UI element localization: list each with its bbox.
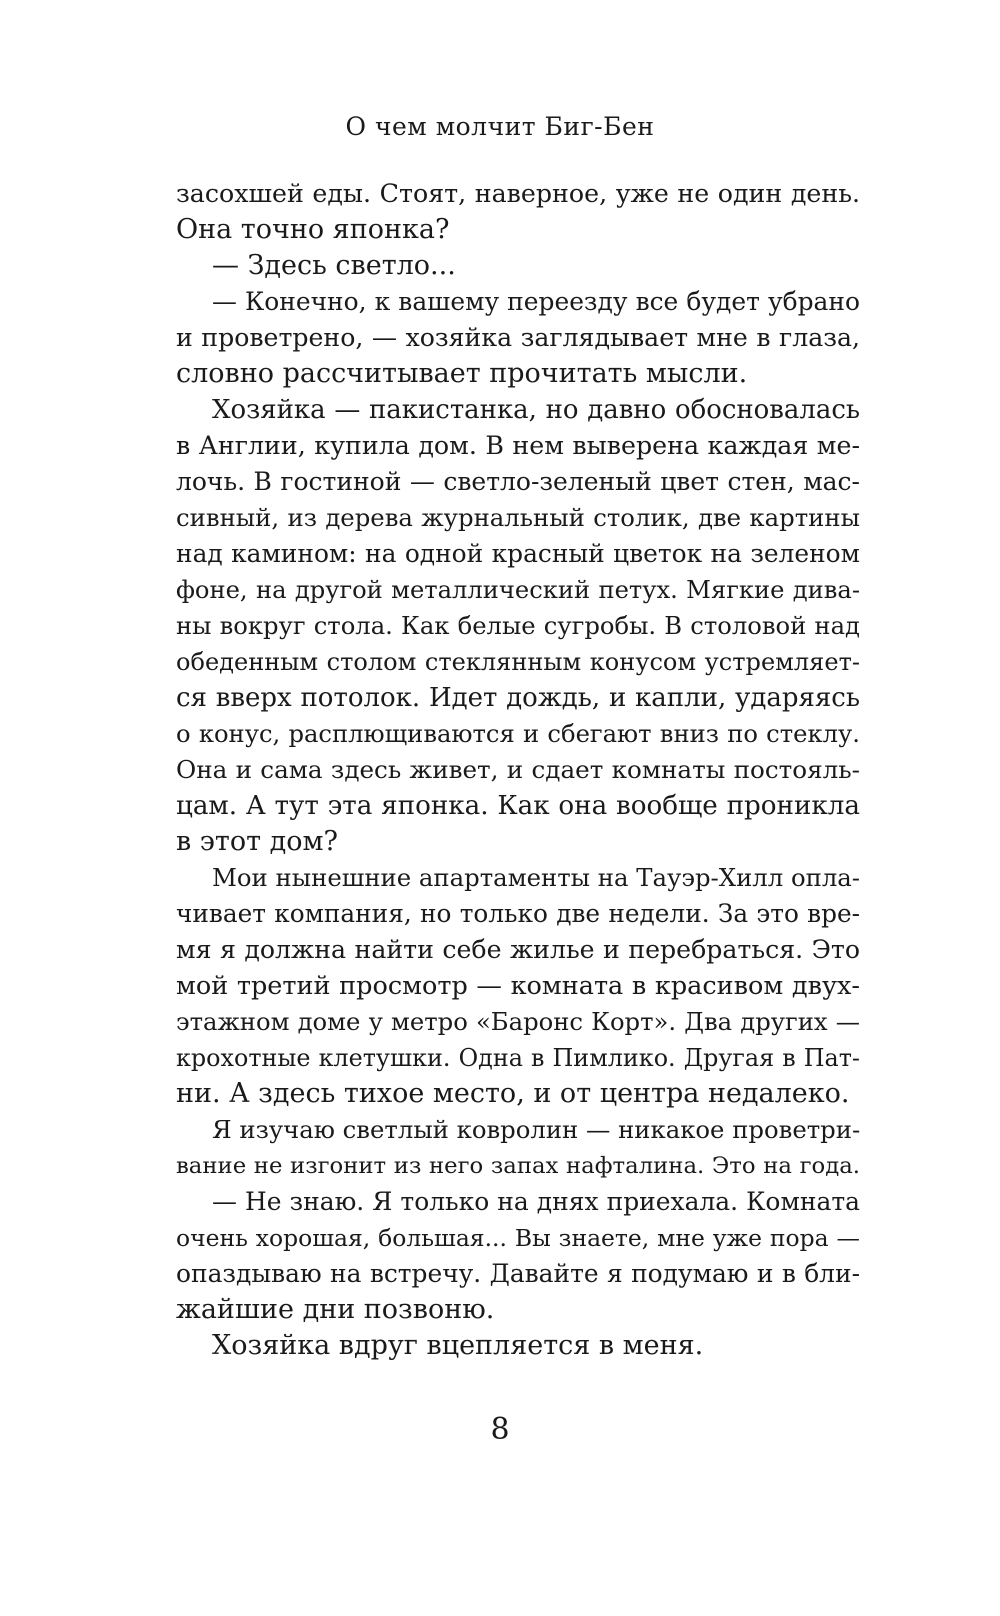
text-line: обеденным столом стеклянным конусом устремляет- xyxy=(176,648,860,676)
text-line: жайшие дни позвоню. xyxy=(176,1294,495,1325)
text-line: этажном доме у метро «Баронс Корт». Два других — xyxy=(176,1007,860,1036)
text-line: вание не изгонит из него запах нафталина. Это на года. xyxy=(176,1153,860,1179)
text-line: Она и сама здесь живет, и сдает комнаты постояль- xyxy=(176,755,860,784)
text-line: — Конечно, к вашему переезду все будет убрано xyxy=(212,287,860,316)
text-line: лочь. В гостиной — светло-зеленый цвет стен, мас- xyxy=(176,467,860,496)
text-line: мой третий просмотр — комната в красивом двух- xyxy=(176,971,860,1001)
text-line: очень хорошая, большая... Вы знаете, мне уже пора — xyxy=(176,1224,860,1252)
text-line: засохшей еды. Стоят, наверное, уже не один день. xyxy=(176,179,860,208)
text-line: опаздываю на встречу. Давайте я подумаю и в бли- xyxy=(176,1259,860,1288)
text-line: Она точно японка? xyxy=(176,214,450,245)
text-line: в этот дом? xyxy=(176,826,338,857)
text-line: словно рассчитывает прочитать мысли. xyxy=(176,358,748,389)
running-head: О чем молчит Биг-Бен xyxy=(345,112,655,141)
text-line: мя я должна найти себе жилье и перебраться. Это xyxy=(176,935,860,964)
text-line: ны вокруг стола. Как белые сугробы. В столовой над xyxy=(176,611,860,640)
text-line: цам. А тут эта японка. Как она вообще проникла xyxy=(176,791,860,821)
paragraph xyxy=(176,392,860,860)
text-line: фоне, на другой металлический петух. Мягкие дива- xyxy=(176,576,860,604)
text-line: Хозяйка вдруг вцепляется в меня. xyxy=(212,1330,704,1361)
text-line: ни. А здесь тихое место, и от центра недалеко. xyxy=(176,1078,850,1109)
paragraph xyxy=(176,248,860,284)
text-line: чивает компания, но только две недели. За это вре- xyxy=(176,899,860,928)
paragraph xyxy=(176,860,860,1112)
paragraph xyxy=(176,1184,860,1328)
text-line: и проветрено, — хозяйка заглядывает мне в глаза, xyxy=(176,323,860,352)
text-line: над камином: на одной красный цветок на зеленом xyxy=(176,539,860,568)
text-line: в Англии, купила дом. В нем выверена каждая ме- xyxy=(176,431,860,460)
text-line: Я изучаю светлый ковролин — никакое проветри- xyxy=(212,1115,861,1144)
text-line: — Здесь светло... xyxy=(212,250,456,281)
text-line: ся вверх потолок. Идет дождь, и капли, ударяясь xyxy=(176,683,860,713)
text-line: сивный, из дерева журнальный столик, две картины xyxy=(176,503,860,532)
paragraph xyxy=(176,1328,860,1364)
text-line: о конус, расплющиваются и сбегают вниз по стеклу. xyxy=(176,719,860,748)
text-line: Хозяйка — пакистанка, но давно обосновалась xyxy=(212,395,860,425)
text-line: Мои нынешние апартаменты на Тауэр-Хилл опла- xyxy=(212,863,860,892)
paragraph xyxy=(176,284,860,392)
page-number: 8 xyxy=(490,1412,510,1447)
body-text xyxy=(176,176,860,1364)
text-line: крохотные клетушки. Одна в Пимлико. Другая в Пат- xyxy=(176,1044,860,1072)
paragraph xyxy=(176,176,860,248)
text-line: — Не знаю. Я только на днях приехала. Комната xyxy=(212,1187,860,1216)
paragraph xyxy=(176,1112,860,1184)
